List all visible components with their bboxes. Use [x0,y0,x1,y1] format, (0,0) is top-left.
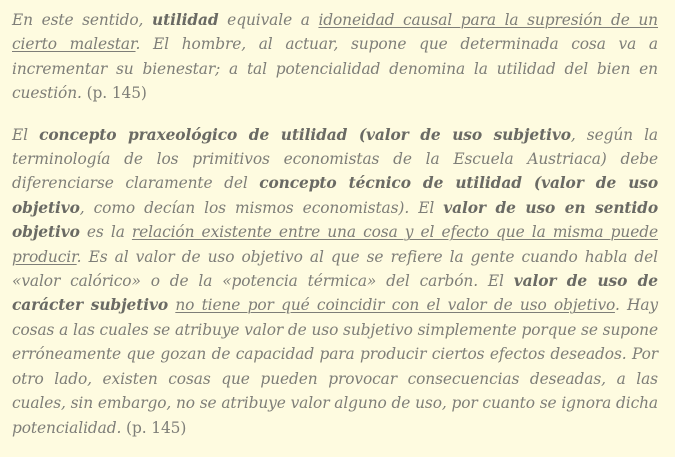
bold-term: utilidad [152,11,219,29]
text-segment: , según la terminología de los primitivos economistas de la Escuela Austriaca) debe diferenciarse claramente del [12,125,658,193]
bold-term: concepto técnico de utilidad (valor de uso objetivo [12,174,659,217]
text-segment: equivale a [218,11,319,29]
bold-term: concepto praxeológico de utilidad (valor de uso subjetivo [39,125,571,144]
text-segment: es la [79,223,132,242]
quote-document [12,8,658,457]
text-segment: . Hay cosas a las cuales se atribuye valor de uso subjetivo simplemente porque se supone erróneamente que gozan de capacidad para producir ciertos efectos deseados. Por otro lado, existen cosas que pueden provocar consecuencias deseadas, a las cuales, sin embargo, no se atribuye valor alguno de uso, por cuanto se ignora dicha potencialidad. [12,296,659,437]
underlined-phrase: idoneidad causal para la supresión de un cierto malestar [12,11,658,54]
text-segment: El [12,125,40,144]
page-citation: (p. 145) [81,84,147,103]
text-segment: . Es al valor de uso objetivo al que se refiere la gente cuando habla del «valor calórico» o de la «potencia térmica» del carbón. El [12,247,658,291]
text-segment: En este sentido, [12,11,152,29]
text-segment: . El hombre, al actuar, supone que determinada cosa va a incrementar su bienestar; a tal potencialidad denomina la utilidad del bien en cuestión. [12,35,658,103]
bold-term: valor de uso en sentido objetivo [12,198,658,242]
text-segment: , como decían los mismos economistas). El [79,198,444,217]
paragraph-concepto-praxeologico [12,123,658,440]
underlined-phrase: no tiene por qué coincidir con el valor de uso objetivo [175,296,615,315]
page-citation: (p. 145) [121,418,187,437]
underlined-phrase: relación existente entre una cosa y el efecto que la misma puede producir [12,223,658,266]
paragraph-utilidad [12,8,658,106]
bold-term: valor de uso de carácter subjetivo [12,272,659,315]
